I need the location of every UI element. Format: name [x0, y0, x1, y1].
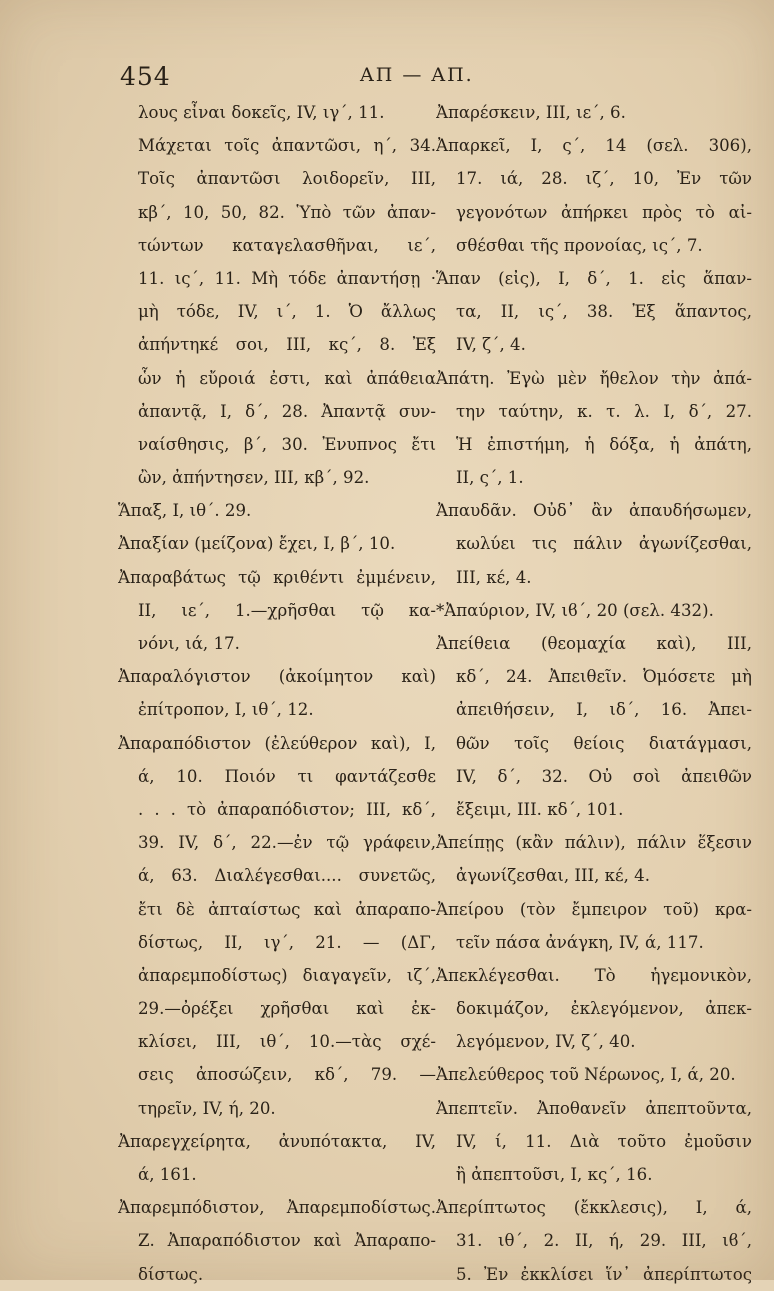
index-line: κδ΄, 24. Ἀπειθεῖν. Ὀμόσετε μὴ — [456, 667, 752, 687]
index-line: Ἀπείπῃς (κἂν πάλιν), πάλιν ἕξεσιν — [436, 833, 752, 853]
index-line: λους εἶναι δοκεῖς, IV, ιγ΄, 11. — [138, 103, 385, 122]
index-line: II, ς΄, 1. — [456, 468, 524, 488]
index-line: *Ἀπαύριον, IV, ιϐ΄, 20 (σελ. 432). — [436, 600, 714, 620]
right-column — [436, 96, 752, 1291]
index-line: Ἀπαραβάτως τῷ κριθέντι ἐμμένειν, — [118, 567, 436, 587]
index-line: Ἀπελεύθερος τοῦ Νέρωνος, I, ά, 20. — [436, 1065, 736, 1085]
index-line: IV, δ΄, 32. Οὐ σοὶ ἀπειθῶν — [456, 766, 752, 786]
index-line: Ἀπαυδᾶν. Οὐδ᾿ ἂν ἀπαυδήσωμεν, — [436, 501, 752, 521]
index-line: Ἀπερίπτωτος (ἔκκλεσις), I, ά, — [436, 1198, 752, 1218]
index-line: Ἀπαξίαν (μείζονα) ἔχει, I, β΄, 10. — [118, 534, 396, 554]
index-line: Ἀπείθεια (θεομαχία καὶ), III, — [436, 634, 752, 653]
index-line: σεις ἀποσώζειν, κδ΄, 79. — — [138, 1065, 436, 1085]
index-line: III, κέ, 4. — [456, 567, 532, 587]
index-line: ναίσθησις, β΄, 30. Ἐνυπνος ἔτι — [138, 434, 436, 454]
index-line: τηρεῖν, IV, ή, 20. — [138, 1098, 276, 1118]
index-line: Ἀπαραπόδιστον (ἐλεύθερον καὶ), I, — [118, 733, 436, 753]
index-line: τα, II, ις΄, 38. Ἐξ ἅπαντος, — [456, 302, 752, 322]
index-line: Ἀπαραλόγιστον (ἀκοίμητον καὶ) — [118, 667, 436, 687]
index-line: ἀπαντᾷ, I, δ΄, 28. Ἀπαντᾷ συν- — [138, 401, 436, 421]
index-line: Ἀπαρεμπόδιστον, Ἀπαρεμποδίστως. — [118, 1198, 436, 1218]
index-line: ά, 10. Ποιόν τι φαντάζεσθε — [138, 766, 436, 786]
index-line: Ἀπαρέσκειν, III, ιε΄, 6. — [436, 103, 626, 122]
index-line: 31. ιθ΄, 2. II, ή, 29. III, ιϐ΄, — [456, 1231, 752, 1251]
running-head: ΑΠ — ΑΠ. — [360, 64, 474, 86]
index-line: τώντων καταγελασθῆναι, ιε΄, — [138, 235, 436, 255]
index-line: ἀπαρεμποδίστως) διαγαγεῖν, ιζ΄, — [138, 965, 436, 985]
page-number: 454 — [120, 62, 171, 91]
index-line: 29.—ὀρέξει χρῆσθαι καὶ ἐκ- — [138, 999, 436, 1019]
index-line: . . . τὸ ἀπαραπόδιστον; III, κδ΄, — [138, 799, 436, 819]
index-line: Ἀπαρκεῖ, I, ς΄, 14 (σελ. 306), — [436, 136, 752, 156]
index-line: γεγονότων ἀπήρκει πρὸς τὸ αἰ- — [456, 202, 752, 222]
index-line: νόνι, ιά, 17. — [138, 634, 240, 653]
index-line: Ζ. Ἀπαραπόδιστον καὶ Ἀπαραπο- — [138, 1231, 436, 1251]
index-line: ἀγωνίζεσθαι, III, κέ, 4. — [456, 866, 650, 886]
index-line: ὢν, ἀπήντησεν, III, κβ΄, 92. — [138, 468, 370, 488]
index-line: τεῖν πάσα ἀνάγκη, IV, ά, 117. — [456, 932, 704, 952]
index-line: μὴ τόδε, IV, ι΄, 1. Ὁ ἄλλως — [138, 302, 436, 322]
index-line: λεγόμενον, IV, ζ΄, 40. — [456, 1032, 636, 1052]
index-line: ἀπήντηκέ σοι, III, κς΄, 8. Ἐξ — [138, 335, 436, 355]
index-line: 39. IV, δ΄, 22.—ἐν τῷ γράφειν, — [138, 833, 436, 853]
index-line: 5. Ἐν ἐκκλίσει ἵν᾿ ἀπερίπτωτος — [456, 1264, 752, 1284]
index-line: Ἀπείρου (τὸν ἔμπειρον τοῦ) κρα- — [436, 899, 752, 919]
index-line: 17. ιά, 28. ιζ΄, 10, Ἐν τῶν — [456, 169, 752, 189]
index-line: ἢ ἀπεπτοῦσι, I, κς΄, 16. — [456, 1165, 653, 1184]
index-line: Τοῖς ἀπαντῶσι λοιδορεῖν, III, — [138, 169, 436, 189]
index-line: ἔτι δὲ ἀπταίστως καὶ ἀπαραπο- — [138, 899, 436, 919]
index-line: Μάχεται τοῖς ἀπαντῶσι, η΄, 34. — [138, 136, 436, 156]
index-line: δοκιμάζον, ἐκλεγόμενον, ἀπεκ- — [456, 999, 752, 1019]
index-line: ὧν ἡ εὔροιά ἐστι, καὶ ἀπάθεια — [138, 368, 436, 388]
index-line: δίστως. — [138, 1264, 204, 1284]
index-line: II, ιε΄, 1.—χρῆσθαι τῷ κα- — [138, 600, 436, 620]
index-line: Ἅπαν (εἰς), I, δ΄, 1. εἰς ἅπαν- — [436, 268, 752, 288]
index-line: ἀπειθήσειν, I, ιδ΄, 16. Ἀπει- — [456, 700, 752, 720]
index-line: θῶν τοῖς θείοις διατάγμασι, — [456, 733, 752, 753]
index-line: σθέσθαι τῆς προνοίας, ις΄, 7. — [456, 235, 703, 255]
index-line: IV, ζ΄, 4. — [456, 335, 526, 355]
index-line: Ἀπεπτεῖν. Ἀποθανεῖν ἀπεπτοῦντα, — [436, 1098, 752, 1118]
index-line: Ἀπάτη. Ἐγὼ μὲν ἤθελον τὴν ἀπά- — [436, 368, 752, 388]
index-line: Ἀπεκλέγεσθαι. Τὸ ἡγεμονικὸν, — [436, 965, 752, 985]
left-column — [118, 96, 436, 1291]
page-header — [0, 58, 774, 94]
index-line: δίστως, II, ιγ΄, 21. — (ΔΓ, — [138, 932, 436, 952]
index-line: κβ΄, 10, 50, 82. Ὑπὸ τῶν ἀπαν- — [138, 202, 436, 222]
index-line: ά, 63. Διαλέγεσθαι.... συνετῶς, — [138, 866, 436, 886]
index-line: ἐπίτροπον, I, ιθ΄, 12. — [138, 700, 314, 720]
index-line: κωλύει τις πάλιν ἀγωνίζεσθαι, — [456, 534, 752, 554]
index-line: ά, 161. — [138, 1165, 197, 1184]
index-line: Ἅπαξ, I, ιθ΄. 29. — [118, 501, 252, 521]
index-line: Ἡ ἐπιστήμη, ἡ δόξα, ἡ ἀπάτη, — [456, 434, 752, 454]
index-line: ἔξειμι, III. κδ΄, 101. — [456, 799, 624, 819]
index-line: 11. ις΄, 11. Μὴ τόδε ἀπαντήσῃ · — [138, 268, 436, 288]
index-line: κλίσει, III, ιθ΄, 10.—τὰς σχέ- — [138, 1032, 436, 1052]
index-line: IV, ί, 11. Διὰ τοῦτο ἐμοῦσιν — [456, 1131, 752, 1151]
index-line: Ἀπαρεγχείρητα, ἀνυπότακτα, IV, — [118, 1131, 436, 1151]
index-line: την ταύτην, κ. τ. λ. I, δ΄, 27. — [456, 401, 752, 421]
